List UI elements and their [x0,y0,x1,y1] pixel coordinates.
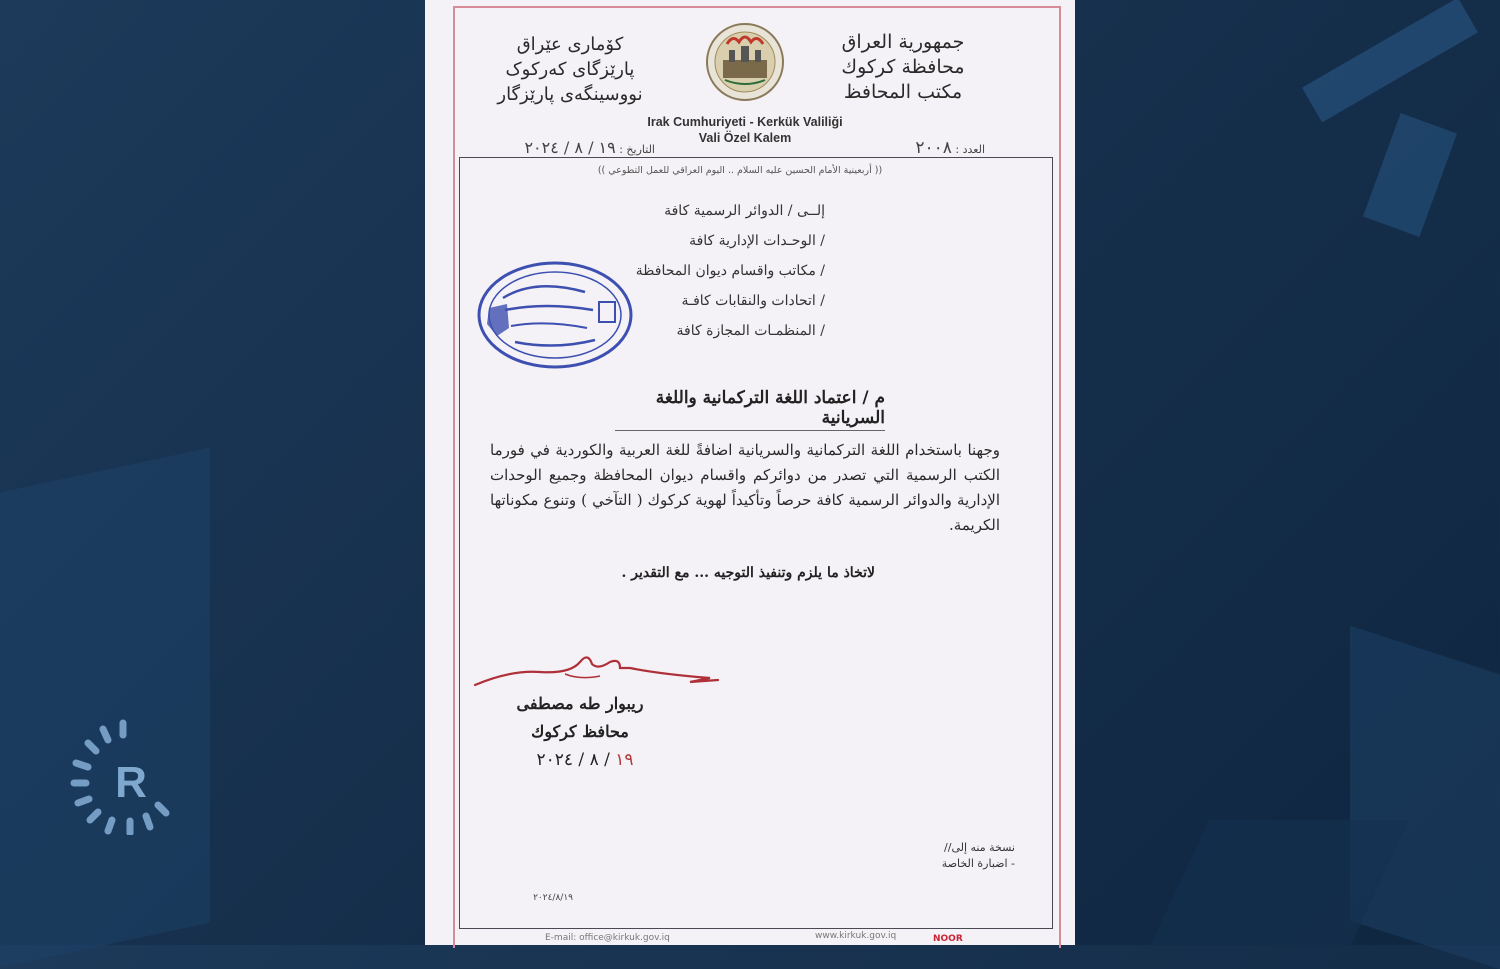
background-shape [1350,626,1500,969]
letter-closing: لاتخاذ ما يلزم وتنفيذ التوجيه ... مع التقدير . [621,565,875,581]
addressee: / اتحادات والنقابات كافـة [681,293,825,309]
stamp-date: ٢٠٢٤/٨/١٩ [533,893,573,903]
footer-website: www.kirkuk.gov.iq [815,931,897,941]
number-label: العدد : [955,143,985,156]
footer-noor: NOOR [933,934,963,944]
header-line: Irak Cumhuriyeti - Kerkük Valiliği [647,115,843,129]
letter-subject: م / اعتماد اللغة التركمانية واللغة السريانية [615,388,885,431]
copy-to-item: - اضبارة الخاصة [941,857,1015,870]
motto-line: (( أربعينية الأمام الحسين عليه السلام .. اليوم العراقي للعمل التطوعي )) [597,165,883,176]
header-line: نووسینگەی پارێزگار [497,84,643,105]
date-value: ١٩ / ٨ / ٢٠٢٤ [524,138,616,157]
addressee: إلــى / الدوائر الرسمية كافة [664,203,825,219]
letter-body-text: وجهنا باستخدام اللغة التركمانية والسريانية اضافةً للغة العربية والكوردية في فورما الكتب الرسمية التي تصدر من دوائركم واقسام ديوان المحافظة وجميع الوحدات الإدارية والدوائر الرسمية كافة حرصاً وتأكيداً لهوية كركوك ( التآخي ) وتنوع مكوناتها الكريمة. [490,441,1000,534]
header-line: مكتب المحافظ [843,81,963,103]
date-label: التاريخ : [619,143,655,156]
header-line: محافظة كركوك [841,56,965,78]
background-shape [0,448,210,968]
turkish-header [645,114,845,146]
document-number [825,138,985,158]
signatory-block [485,690,675,746]
signature-date-day: ١٩ [615,750,634,770]
rudaw-logo-icon [68,715,178,835]
kurdish-header [485,32,655,107]
header-line: Vali Özel Kalem [698,131,792,145]
document-date [495,138,655,157]
arabic-header [823,30,983,105]
document-page [425,0,1075,945]
signature-date-rest: / ٨ / ٢٠٢٤ [536,750,610,770]
svg-text:R: R [115,758,147,807]
addressee: / مكاتب واقسام ديوان المحافظة [635,263,825,279]
number-value: ٢٠٠٨ [915,138,952,158]
background-shape [1363,113,1457,237]
signatory-title: محافظ كركوك [531,722,629,741]
background-shape [1302,0,1478,122]
signature-date [520,750,650,770]
kirkuk-governorate-emblem-icon [705,22,785,102]
signatory-name: ريبوار طه مصطفى [516,694,644,713]
header-line: جمهورية العراق [841,31,965,53]
addressee: / الوحـدات الإدارية كافة [689,233,825,249]
header-line: کۆماری عێراق [516,34,624,55]
footer-email: E-mail: office@kirkuk.gov.iq [545,933,670,943]
addressee: / المنظمـات المجازة كافة [676,323,825,339]
header-line: پارێزگای کەرکوک [505,59,635,80]
official-stamp-icon [475,258,635,373]
copy-to-block [905,840,1015,872]
copy-to-label: نسخة منه إلى// [944,841,1015,854]
